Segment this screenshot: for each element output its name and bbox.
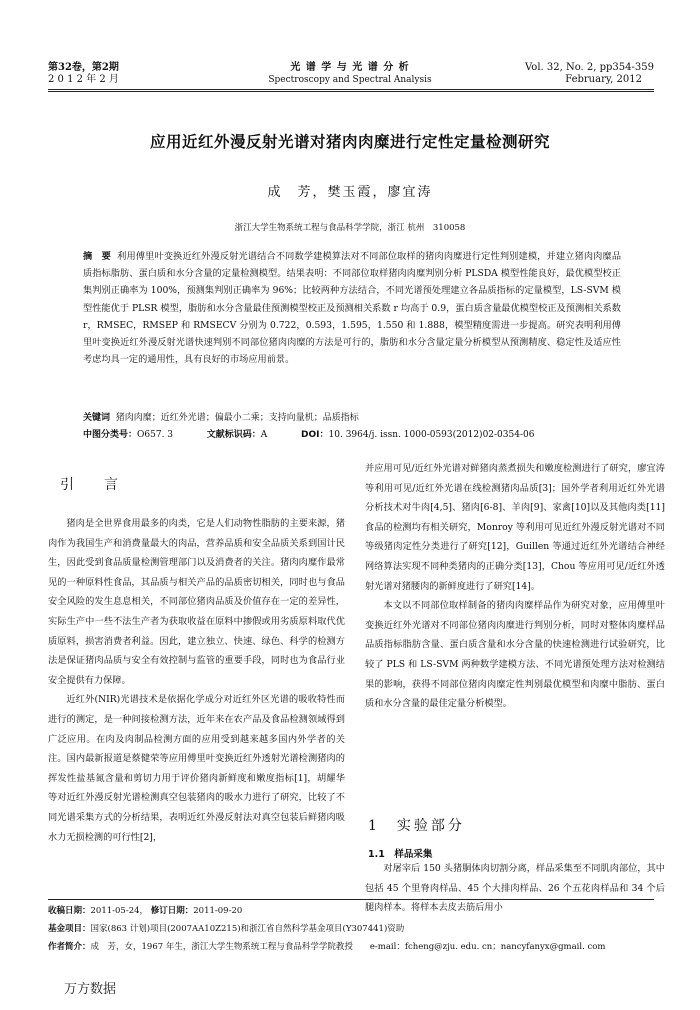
received-label: 收稿日期： bbox=[48, 906, 91, 916]
doc-code-value: A bbox=[260, 430, 268, 440]
footnote-rule bbox=[48, 899, 654, 900]
received-date: 2011-05-24， bbox=[90, 906, 149, 916]
affiliation: 浙江大学生物系统工程与食品科学学院，浙江 杭州 310058 bbox=[234, 223, 466, 233]
header-rule-thin bbox=[48, 91, 654, 92]
left-column bbox=[48, 514, 345, 847]
keywords-label: 关键词 bbox=[83, 413, 111, 423]
intro-paragraph-4: 本文以不同部位取样制备的猪肉肉糜样品作为研究对象，应用傅里叶变换近红外光谱对不同部位猪肉肉糜进行判别分析，同时对整体肉糜样品品质指标脂肪含量、蛋白质含量和水分含量的快速检测进行试验研究，比较了 PLS 和 LS-SVM 两种数学建模方法、不同光谱预处理方法对检测结果的影响，获得不同部位猪肉肉糜定性判别最优模型和肉糜中脂肪、蛋白质和水分含量的最佳定量分析模型。 bbox=[365, 600, 665, 710]
doc-code-label: 文献标识码： bbox=[206, 430, 261, 440]
journal-date-cn: 2 0 1 2 年 2 月 bbox=[48, 74, 119, 85]
abstract-text: 利用傅里叶变换近红外漫反射光谱结合不同数学建模算法对不同部位取样的猪肉肉糜进行定性判别建模，并建立猪肉肉糜品质指标脂肪、蛋白质和水分含量的定量检测模型。结果表明：不同部位取样猪肉肉糜判别分析 PLSDA 模型性能良好，最优模型校正集判别正确率为 100%，预测集判别正确率为 96%；比较两种方法结合，不同光谱预处理建立各品质指标的定量模型，LS-SVM 模型性能优于 PLSR 模型，脂肪和水分含量最佳预测模型校正及预测相关系数 r 均高于 0.9，蛋白质含量最优模型校正及预测相关系数 r，RMSEC，RMSEP 和 RMSECV 分别为 0.722，0.593，1.595，1.550 和 1.888，模型精度需进一步提高。研究表明利用傅里叶变换近红外漫反射光谱快速判别不同部位猪肉肉糜的方法是可行的，脂肪和水分含量定量分析模型从预测精度、稳定性及适应性考虑均具一定的通用性，具有良好的市场应用前景。 bbox=[83, 251, 622, 366]
author-list: 成 芳，樊玉霞，廖宜涛 bbox=[267, 185, 433, 200]
intro-paragraph-2: 近红外(NIR)光谱技术是依据化学成分对近红外区光谱的吸收特性而进行的测定，是一种间接检测方法，近年来在农产品及食品检测领域得到广泛应用。在肉及肉制品检测方面的应用受到越来越多国内外学者的关注。国内最新报道是蔡健荣等应用傅里叶变换近红外透射光谱检测猪肉的挥发性盐基氮含量和剪切力用于评价猪肉新鲜度和嫩度指标[1]，胡耀华等对近红外漫反射光谱检测真空包装猪肉的吸水力进行了研究，比较了不同光谱采集方式的分析结果，表明近红外漫反射法对真空包装后鲜猪肉吸水力无损检测的可行性[2]， bbox=[48, 694, 345, 843]
journal-volume-cn: 第32卷，第2期 bbox=[48, 62, 119, 73]
journal-name-en: Spectroscopy and Spectral Analysis bbox=[268, 75, 432, 85]
author-bio-text: 成 芳，女，1967 年生，浙江大学生物系统工程与食品科学学院教授 e-mail：fcheng@zju. edu. cn；nancyfanyx@gmail. com bbox=[90, 942, 606, 952]
doi-value: 10. 3964/j. issn. 1000-0593(2012)02-0354-06 bbox=[328, 430, 535, 440]
revised-date: 2011-09-20 bbox=[193, 906, 243, 916]
footnote-dates bbox=[48, 902, 654, 920]
intro-paragraph-1: 猪肉是全世界食用最多的肉类，它是人们动物性脂肪的主要来源，猪肉作为我国生产和消费量最大的肉品，营养品质和安全品质关系到国计民生，因此受到食品质量检测管理部门以及消费者的关注。猪肉肉糜作最常见的一种原料性食品，其品质与相关产品的品质密切相关，同时也与食品安全风险的发生息息相关，不同部位猪肉品质及价值存在一定的差异性，实际生产中一些不法生产者为获取收益在原料中掺假或用劣质原料取代优质原料，损害消费者利益。因此，建立独立、快速、绿色、科学的检测方法是保证猪肉品质与安全有效控制与监管的重要手段，同时也为食品行业安全提供有力保障。 bbox=[48, 518, 345, 686]
paper-title: 应用近红外漫反射光谱对猪肉肉糜进行定性定量检测研究 bbox=[149, 133, 550, 151]
keywords bbox=[83, 411, 621, 426]
right-column bbox=[365, 459, 665, 714]
intro-paragraph-3: 并应用可见/近红外光谱对鲜猪肉蒸煮损失和嫩度检测进行了研究，廖宜涛等利用可见/近红外光谱在线检测猪肉品质[3]；国外学者利用近红外光谱分析技术对牛肉[4,5]、猪肉[6-8]、羊肉[9]、家禽[10]以及其他肉类[11]食品的检测均有相关研究，Monroy 等利用可见近红外漫反射光谱对不同等级猪肉定性分类进行了研究[12]，Guillen 等通过近红外光谱结合神经网络算法实现不同种类猪肉的正确分类[13]，Chou 等应用可见/近红外透射光谱对猪腰肉的新鲜度进行了研究[14]。 bbox=[365, 463, 665, 592]
abstract bbox=[83, 248, 621, 368]
clc-label: 中图分类号： bbox=[83, 430, 138, 440]
doi-label: DOI： bbox=[301, 430, 329, 440]
volume-pages-en: Vol. 32, No. 2, pp354-359 bbox=[525, 62, 654, 73]
classification-line bbox=[83, 428, 621, 443]
subsection-1-1-heading: 1.1 样品采集 bbox=[368, 849, 433, 860]
footnote-fund bbox=[48, 920, 654, 938]
abstract-label: 摘 要 bbox=[83, 251, 112, 262]
author-bio-label: 作者简介： bbox=[48, 942, 91, 952]
fund-text: 国家(863 计划)项目(2007AA10Z215)和浙江省自然科学基金项目(Y307441)资助 bbox=[90, 924, 405, 934]
section1-heading: 1 实验部分 bbox=[368, 818, 465, 834]
intro-heading: 引 言 bbox=[60, 477, 126, 493]
revised-label: 修订日期： bbox=[150, 906, 194, 916]
clc-value: O657. 3 bbox=[137, 430, 174, 440]
section1-paragraph: 对屠宰后 150 头猪胴体肉切割分离，样品采集至不同肌肉部位，其中包括 45 个里脊肉样品、45 个大排肉样品、26 个五花肉样品和 34 个后腿肉样本。将样本去皮去筋后用小 bbox=[365, 863, 665, 914]
footnote-author bbox=[48, 938, 654, 956]
header-rule bbox=[48, 89, 654, 90]
watermark: 万方数据 bbox=[64, 982, 117, 997]
keywords-text: 猪肉肉糜；近红外光谱；偏最小二乘；支持向量机；品质指标 bbox=[115, 413, 359, 423]
fund-label: 基金项目： bbox=[48, 924, 91, 934]
journal-name-cn: 光 谱 学 与 光 谱 分 析 bbox=[290, 62, 410, 73]
date-en: February, 2012 bbox=[565, 74, 642, 85]
